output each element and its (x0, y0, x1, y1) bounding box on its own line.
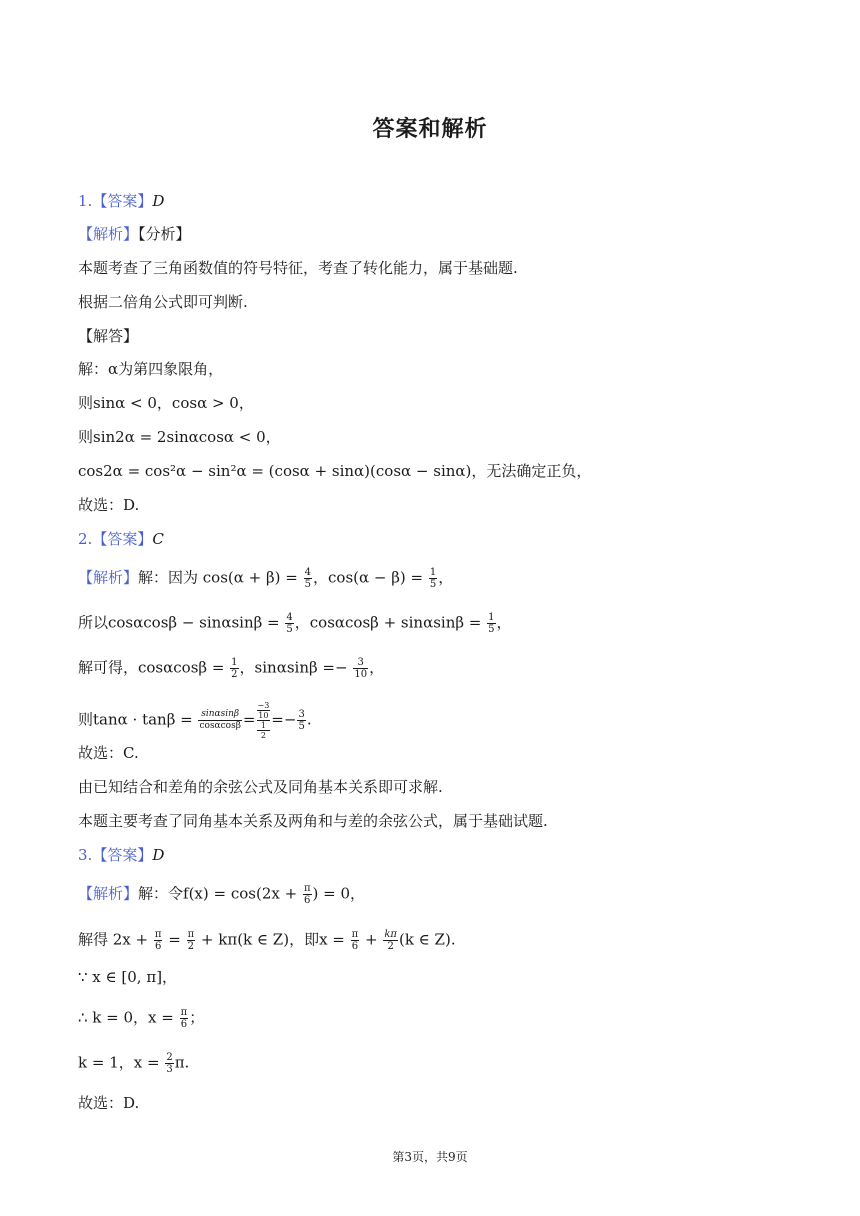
q2-step-3-mid: ，sinαsinβ =− (239, 658, 353, 677)
fraction-numerator: −3 (257, 701, 270, 710)
fraction-denominator: 2 (231, 669, 238, 680)
fraction (429, 567, 437, 590)
q2-number: 2. (78, 530, 93, 548)
q1-number: 1. (78, 192, 93, 210)
fraction-denominator: 5 (429, 579, 437, 590)
q3-step-4 (78, 1007, 204, 1030)
q2-step-1-mid: ，cos(α − β) = (313, 568, 428, 587)
fraction (487, 612, 495, 635)
q2-answer-line (78, 529, 164, 549)
fraction (180, 1007, 189, 1030)
q1-answer-tag: 【答案】 (92, 192, 153, 210)
fraction (285, 612, 293, 635)
fraction-denominator: 5 (298, 721, 305, 732)
fraction (230, 657, 238, 680)
fraction-numerator: 1 (488, 612, 495, 623)
fraction (351, 929, 360, 952)
fraction-denominator: 5 (286, 624, 293, 635)
fraction-denominator: 10 (354, 669, 368, 680)
fraction (303, 883, 312, 906)
q2-step-3-end: ， (369, 658, 385, 677)
fraction-denominator: 6 (154, 941, 162, 952)
q1-jiexi-tag: 【解析】 (78, 225, 139, 243)
fraction-numerator: 1 (231, 657, 238, 668)
fraction-numerator: π (154, 929, 162, 940)
q2-step-3 (78, 657, 384, 680)
q2-step-6: 由已知结合和差角的余弦公式及同角基本关系即可求解. (78, 778, 443, 796)
q3-step-1-text: 解：令f(x) = cos(2x + (138, 884, 302, 903)
fraction-denominator: 2 (187, 941, 195, 952)
q2-step-7: 本题主要考查了同角基本关系及两角和与差的余弦公式，属于基础试题. (78, 812, 548, 830)
fraction-denominator: 2 (387, 941, 394, 952)
fraction-denominator: 5 (304, 579, 312, 590)
fraction (187, 929, 196, 952)
q2-step-4-end: . (306, 710, 312, 729)
fraction (198, 709, 241, 732)
fraction-denominator: 5 (488, 624, 495, 635)
fraction (353, 657, 368, 680)
q1-step-2: 则sinα < 0，cosα > 0， (78, 394, 254, 412)
page-title: 答案和解析 (372, 117, 488, 142)
q2-step-4-equals: = (242, 710, 256, 729)
fraction-denominator: 3 (166, 1064, 173, 1075)
q2-step-5: 故选：C. (78, 744, 139, 762)
q2-step-2-mid: ，cosαcosβ + sinαsinβ = (294, 613, 487, 632)
q1-step-4: cos2α = cos²α − sin²α = (cosα + sinα)(cosα − sinα)，无法确定正负， (78, 462, 592, 480)
q1-step-3: 则sin2α = 2sinαcosα < 0， (78, 428, 281, 446)
q2-answer-tag: 【答案】 (92, 530, 153, 548)
q3-step-1-end: ) = 0， (312, 884, 366, 903)
q3-step-2-c: + kπ(k ∈ Z)，即x = (196, 930, 350, 949)
fraction (154, 929, 163, 952)
fraction-numerator: 3 (353, 657, 368, 669)
fraction-denominator: cosαcosβ (199, 721, 241, 731)
q3-step-2-e: (k ∈ Z). (398, 930, 456, 949)
q3-step-5 (78, 1052, 189, 1075)
q2-step-2-end: ， (496, 613, 512, 632)
q1-step-5: 故选：D. (78, 496, 140, 514)
fraction-denominator: 6 (304, 895, 311, 906)
q3-answer: D (152, 846, 165, 864)
q1-answer: D (152, 192, 165, 210)
q1-jieda-tag: 【解答】 (78, 327, 139, 345)
q3-answer-tag: 【答案】 (92, 846, 153, 864)
q3-step-6: 故选：D. (78, 1094, 140, 1112)
q1-analysis-2: 根据二倍角公式即可判断. (78, 293, 248, 311)
q2-jiexi-tag: 【解析】 (78, 568, 139, 587)
q3-number: 3. (78, 846, 93, 864)
q3-step-5-a: k = 1，x = (78, 1053, 165, 1072)
q3-step-1 (78, 883, 365, 906)
fraction-numerator: 4 (286, 612, 293, 623)
q2-answer: C (152, 530, 164, 548)
fraction-numerator: 4 (304, 567, 312, 578)
fraction-numerator: sinαsinβ (198, 709, 241, 721)
q2-step-3-text: 解可得，cosαcosβ = (78, 658, 230, 677)
q3-jiexi-tag: 【解析】 (78, 884, 139, 903)
fraction-numerator: 3 (298, 709, 305, 720)
page-footer: 第3页，共9页 (392, 1150, 468, 1164)
q3-step-4-b: ； (189, 1008, 205, 1027)
fraction-numerator: 1 (257, 721, 271, 731)
fraction-denominator: 2 (260, 731, 266, 740)
fraction (383, 929, 398, 952)
fraction-numerator: π (187, 929, 195, 940)
q2-step-1-end: ， (438, 568, 454, 587)
q2-step-2 (78, 612, 512, 635)
q2-step-4-tail: =− (271, 710, 297, 729)
fraction-numerator: π (180, 1007, 188, 1018)
fraction-numerator: 1 (429, 567, 437, 578)
fraction (165, 1052, 173, 1075)
q2-step-1-text: 解：因为 cos(α + β) = (138, 568, 303, 587)
fraction-numerator: kπ (384, 929, 397, 940)
q2-step-4 (78, 701, 312, 740)
q1-jiexi-line (78, 224, 191, 244)
q3-step-2 (78, 929, 456, 952)
q3-step-2-b: = (163, 930, 186, 949)
fraction (304, 567, 312, 590)
q3-step-3: ∵ x ∈ [0, π]， (78, 968, 178, 986)
q1-answer-line (78, 191, 164, 211)
fraction-denominator: 10 (258, 711, 269, 720)
q3-step-5-b: π. (174, 1053, 190, 1072)
q3-step-4-a: ∴ k = 0，x = (78, 1008, 179, 1027)
q3-answer-line (78, 845, 164, 865)
q1-analysis-1: 本题考查了三角函数值的符号特征，考查了转化能力，属于基础题. (78, 259, 518, 277)
fraction-numerator: 2 (166, 1052, 173, 1063)
q1-fenxi-tag: 【分析】 (138, 225, 191, 243)
q2-step-2-text: 所以cosαcosβ − sinαsinβ = (78, 613, 285, 632)
fraction (297, 709, 305, 732)
q2-step-1 (78, 567, 453, 590)
q1-step-1: 解：α为第四象限角， (78, 360, 224, 378)
fraction-denominator: 6 (351, 941, 359, 952)
fraction-denominator: 6 (180, 1019, 188, 1030)
fraction-numerator: π (303, 883, 311, 894)
q3-step-2-a: 解得 2x + (78, 930, 153, 949)
q3-step-2-d: + (360, 930, 383, 949)
q2-step-4-text: 则tanα · tanβ = (78, 710, 198, 729)
compound-fraction (257, 701, 271, 740)
fraction-numerator: π (351, 929, 359, 940)
